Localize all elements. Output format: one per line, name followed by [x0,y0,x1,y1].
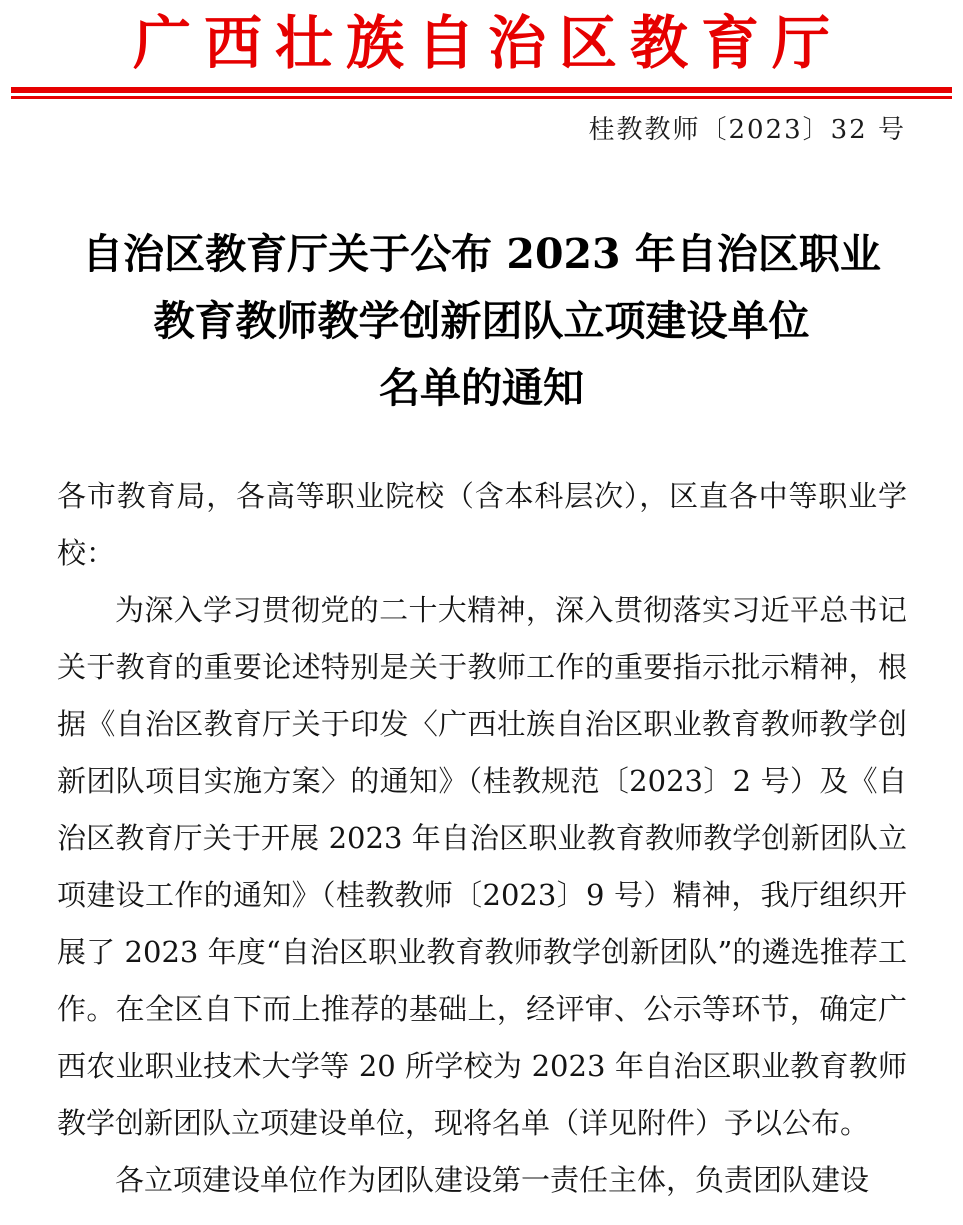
body-paragraph-1: 为深入学习贯彻党的二十大精神，深入贯彻落实习近平总书记关于教育的重要论述特别是关于教师工作的重要指示批示精神，根据《自治区教育厅关于印发〈广西壮族自治区职业教育教师教学创新团队项目实施方案〉的通知》（桂教规范〔2023〕2 号）及《自治区教育厅关于开展 2023 年自治区职业教育教师教学创新团队立项建设工作的通知》（桂教教师〔2023〕9 号）精神，我厅组织开展了 2023 年度“自治区职业教育教师教学创新团队”的遴选推荐工作。在全区自下而上推荐的基础上，经评审、公示等环节，确定广西农业职业技术大学等 20 所学校为 2023 年自治区职业教育教师教学创新团队立项建设单位，现将名单（详见附件）予以公布。 [57,593,907,1140]
salutation-paragraph: 各市教育局，各高等职业院校（含本科层次），区直各中等职业学校： [57,479,907,570]
document-reference-number: 桂教教师〔2023〕32 号 [588,115,906,145]
notice-title [0,221,963,422]
red-divider-thin-line [11,96,952,99]
agency-letterhead: 广西壮族自治区教育厅 [132,9,843,77]
body-paragraph-2: 各立项建设单位作为团队建设第一责任主体，负责团队建设 [115,1163,870,1197]
notice-title-line-1: 自治区教育厅关于公布 2023 年自治区职业 [82,230,881,278]
notice-title-line-3: 名单的通知 [379,364,584,412]
red-divider-rule [11,87,952,99]
notice-body [57,468,907,1209]
notice-title-line-2: 教育教师教学创新团队立项建设单位 [153,297,810,345]
